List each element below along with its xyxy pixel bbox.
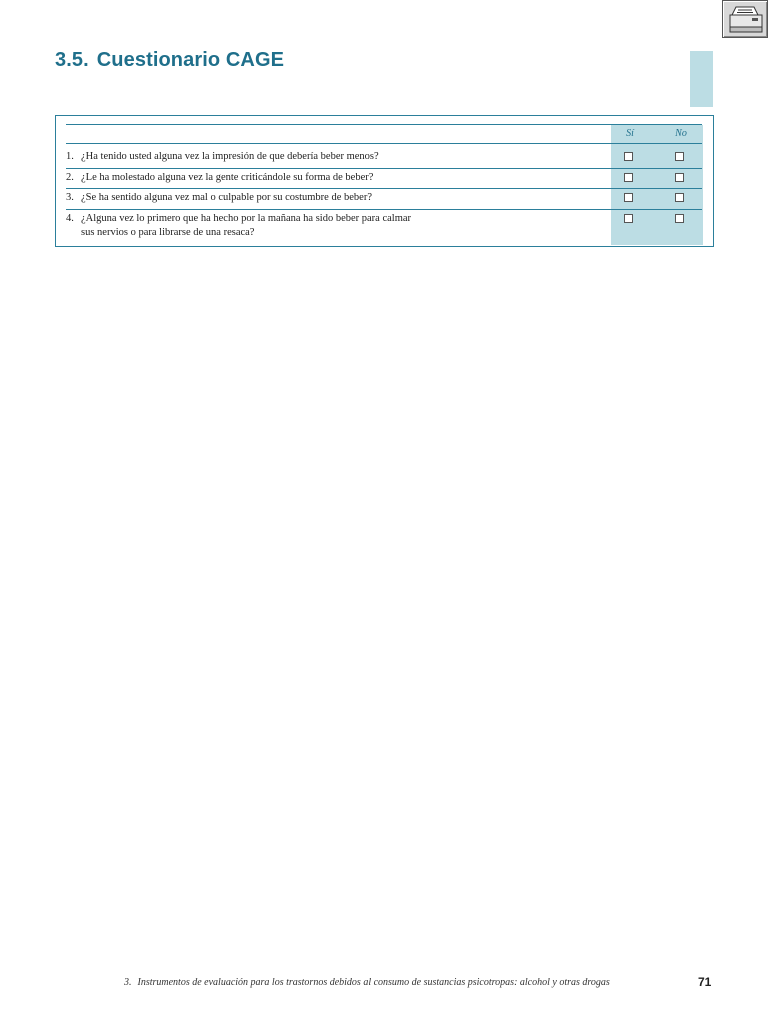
- section-side-tab: [690, 51, 713, 107]
- question-row-3: [66, 191, 372, 205]
- running-footer: [124, 977, 610, 988]
- checkbox-q4-no[interactable]: [675, 214, 684, 223]
- checkbox-q2-no[interactable]: [675, 173, 684, 182]
- row-rule: [66, 168, 702, 169]
- question-row-1: [66, 150, 379, 164]
- row-rule: [66, 188, 702, 189]
- question-text: ¿Ha tenido usted alguna vez la impresión de que debería beber menos?: [81, 151, 379, 162]
- header-yes: Sí: [626, 128, 634, 139]
- checkbox-q2-yes[interactable]: [624, 173, 633, 182]
- top-rule: [66, 124, 702, 125]
- footer-title: Instrumentos de evaluación para los trastornos debidos al consumo de sustancias psicotropas: alcohol y otras drogas: [137, 977, 610, 988]
- question-text-line: ¿Alguna vez lo primero que ha hecho por la mañana ha sido beber para calmar: [81, 213, 412, 224]
- question-row-4: [66, 212, 411, 240]
- header-no: No: [675, 128, 687, 139]
- question-text: ¿Le ha molestado alguna vez la gente criticándole su forma de beber?: [81, 172, 374, 183]
- section-title-text: Cuestionario CAGE: [96, 49, 285, 71]
- question-number: 4.: [66, 213, 74, 224]
- question-row-2: [66, 171, 373, 185]
- page-number: 71: [698, 975, 712, 989]
- question-text: ¿Se ha sentido alguna vez mal o culpable por su costumbre de beber?: [81, 192, 372, 203]
- header-rule: [66, 143, 702, 144]
- question-text-line: sus nervios o para librarse de una resaca?: [81, 227, 255, 238]
- footer-chapter: 3.: [124, 977, 132, 988]
- cage-questionnaire-table: [55, 115, 714, 247]
- question-number: 1.: [66, 151, 74, 162]
- question-number: 2.: [66, 172, 74, 183]
- checkbox-q1-yes[interactable]: [624, 152, 633, 161]
- section-number: 3.5.: [55, 49, 89, 71]
- question-text: [81, 212, 411, 240]
- checkbox-q3-yes[interactable]: [624, 193, 633, 202]
- checkbox-q1-no[interactable]: [675, 152, 684, 161]
- checkbox-q4-yes[interactable]: [624, 214, 633, 223]
- printer-icon: [728, 5, 764, 35]
- checkbox-q3-no[interactable]: [675, 193, 684, 202]
- row-rule: [66, 209, 702, 210]
- print-button[interactable]: [722, 0, 768, 38]
- section-title: [55, 49, 284, 72]
- question-number: 3.: [66, 192, 74, 203]
